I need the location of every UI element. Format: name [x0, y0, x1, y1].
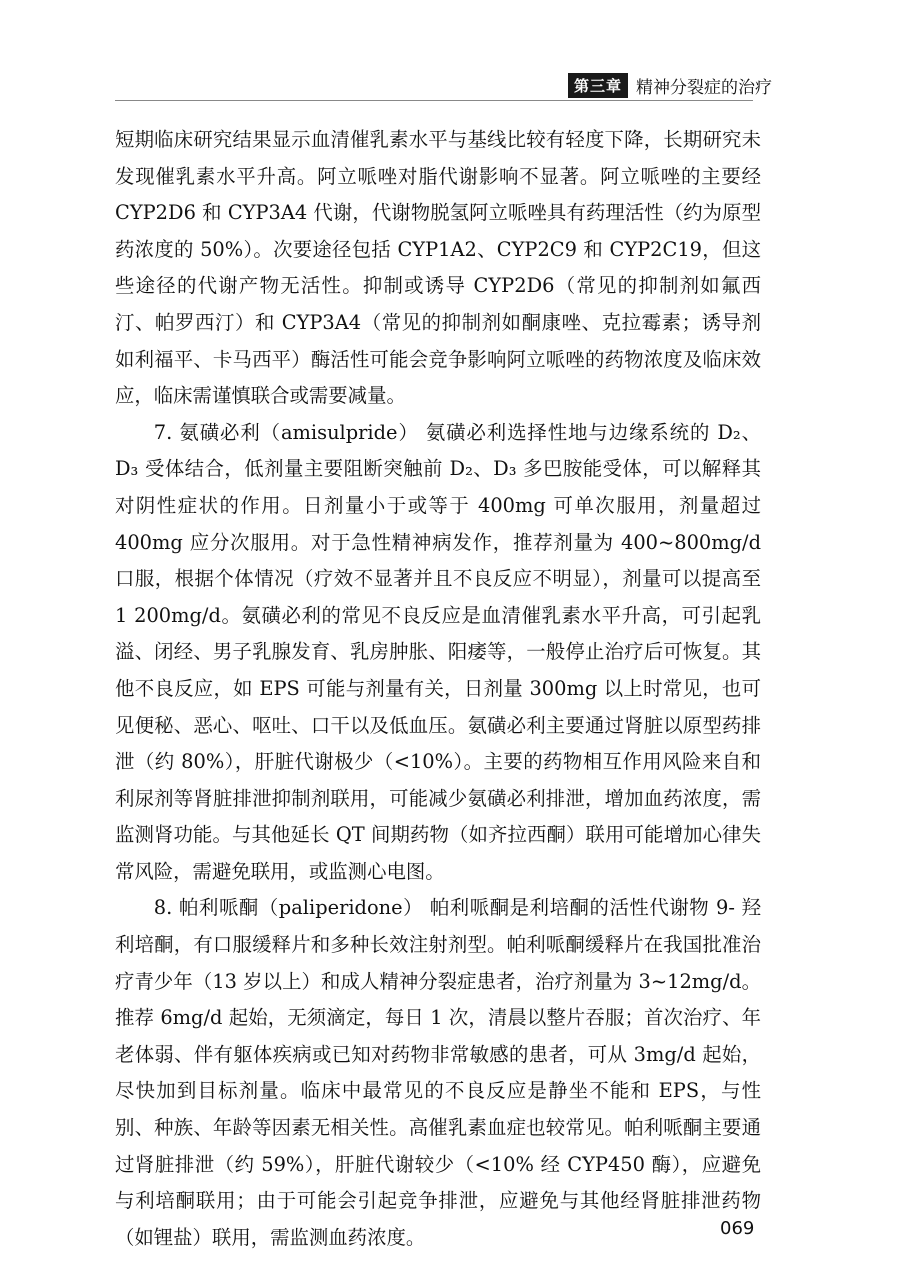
running-header: [568, 72, 772, 98]
paragraph-aripiprazole-continued: 短期临床研究结果显示血清催乳素水平与基线比较有轻度下降，长期研究未发现催乳素水平升高。阿立哌唑对脂代谢影响不显著。阿立哌唑的主要经 CYP2D6 和 CYP3A4 代谢，代谢物脱氢阿立哌唑具有药理活性（约为原型药浓度的 50%）。次要途径包括 CYP1A2、CYP2C9 和 CYP2C19，但这些途径的代谢产物无活性。抑制或诱导 CYP2D6（常见的抑制剂如氟西汀、帕罗西汀）和 CYP3A4（常见的抑制剂如酮康唑、克拉霉素；诱导剂如利福平、卡马西平）酶活性可能会竞争影响阿立哌唑的药物浓度及临床效应，临床需谨慎联合或需要减量。: [115, 128, 761, 408]
header-divider: [115, 100, 753, 101]
chapter-title: 精神分裂症的治疗: [636, 77, 773, 98]
paragraph-amisulpride: 7. 氨磺必利（amisulpride） 氨磺必利选择性地与边缘系统的 D₂、D₃ 受体结合，低剂量主要阻断突触前 D₂、D₃ 多巴胺能受体，可以解释其对阴性症状的作用。日剂量小于或等于 400mg 可单次服用，剂量超过 400mg 应分次服用。对于急性精神病发作，推荐剂量为 400~800mg/d 口服，根据个体情况（疗效不显著并且不良反应不明显），剂量可以提高至 1 200mg/d。氨磺必利的常见不良反应是血清催乳素水平升高，可引起乳溢、闭经、男子乳腺发育、乳房肿胀、阳痿等，一般停止治疗后可恢复。其他不良反应，如 EPS 可能与剂量有关，日剂量 300mg 以上时常见，也可见便秘、恶心、呕吐、口干以及低血压。氨磺必利主要通过肾脏以原型药排泄（约 80%），肝脏代谢极少（<10%）。主要的药物相互作用风险来自和利尿剂等肾脏排泄抑制剂联用，可能减少氨磺必利排泄，增加血药浓度，需监测肾功能。与其他延长 QT 间期药物（如齐拉西酮）联用可能增加心律失常风险，需避免联用，或监测心电图。: [115, 420, 761, 883]
page-number: 069: [720, 1218, 755, 1239]
body-text: [115, 122, 761, 1256]
paragraph-paliperidone: 8. 帕利哌酮（paliperidone） 帕利哌酮是利培酮的活性代谢物 9- 羟利培酮，有口服缓释片和多种长效注射剂型。帕利哌酮缓释片在我国批准治疗青少年（13 岁以上）和成人精神分裂症患者，治疗剂量为 3~12mg/d。推荐 6mg/d 起始，无须滴定，每日 1 次，清晨以整片吞服；首次治疗、年老体弱、伴有躯体疾病或已知对药物非常敏感的患者，可从 3mg/d 起始，尽快加到目标剂量。临床中最常见的不良反应是静坐不能和 EPS，与性别、种族、年龄等因素无相关性。高催乳素血症也较常见。帕利哌酮主要通过肾脏排泄（约 59%），肝脏代谢较少（<10% 经 CYP450 酶），应避免与利培酮联用；由于可能会引起竞争排泄，应避免与其他经肾脏排泄药物（如锂盐）联用，需监测血药浓度。: [115, 896, 761, 1249]
chapter-badge: 第三章: [568, 73, 628, 98]
